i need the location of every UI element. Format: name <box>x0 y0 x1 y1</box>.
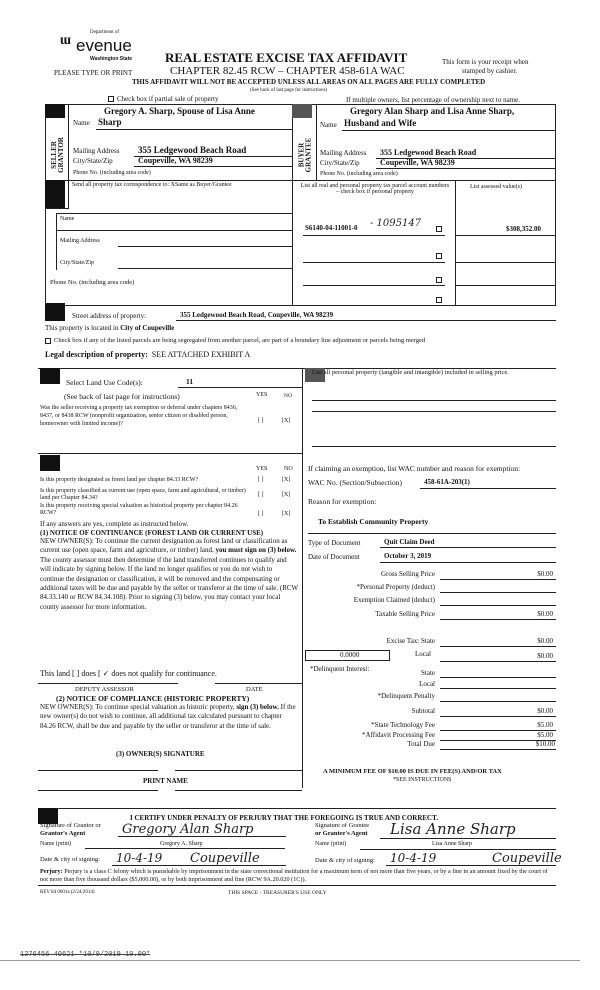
receipt-note-1: This form is your receipt when <box>442 58 529 66</box>
grantee-date[interactable]: 10-4-19 <box>390 851 437 865</box>
tax-row-value[interactable]: $0.00 <box>537 610 553 618</box>
notice1-title: (1) NOTICE OF CONTINUANCE (FOREST LAND OR CURRENT USE) <box>40 529 264 537</box>
tax-row-value[interactable]: $0.00 <box>537 570 553 578</box>
processing-fee-label: *Affidavit Processing Fee <box>362 731 435 739</box>
reason-label: Reason for exemption: <box>308 497 377 506</box>
total-due-label: Total Due <box>407 740 435 748</box>
excise-state-label: Excise Tax: State <box>386 637 435 645</box>
doc-type-label: Type of Document <box>308 539 361 547</box>
assessed-header: List assessed value(s) <box>470 184 522 190</box>
di-state-label: State <box>421 669 435 677</box>
seller-mailing-field[interactable]: 355 Ledgewood Beach Road <box>138 145 247 155</box>
forest-q1-yes[interactable]: [ ] <box>258 477 264 483</box>
forest-q3-no[interactable]: [X] <box>282 511 291 517</box>
notice1-text: NEW OWNER(S): To continue the current designation as forest land or classification as current use (open space, farm and agriculture, or timber) land, you must sign on (3) below. The county assessor must then determine if the land transferred continues to qualify and will indicate by signing below. If the land no longer qualifies or you do not wish to continue the designation or classification, it will be removed and the compensating or additional taxes will be due and payable by the seller or transferor at the time of sale. (RCW 84.33.140 or RCW 84.34.108). Prior to signing (3) below, you may contact your local county assessor for more information. <box>40 537 299 611</box>
grantee-city[interactable]: Coupeville <box>492 851 562 866</box>
forest-question-2: Is this property classified as current use (open space, farm and agricultural, or timber) land per Chapter 84.34? <box>40 488 246 501</box>
penalty-label: *Delinquent Penalty <box>377 692 435 700</box>
grantee-date-label: Date & city of signing: <box>315 857 375 864</box>
land-use-code-field[interactable]: 11 <box>186 377 194 386</box>
land-use-instructions: (See back of last page for instructions) <box>64 392 180 401</box>
segregated-checkbox[interactable]: Check box if any of the listed parcels are being segregated from another parcel, are part of a boundary line adjustment or parcels being merged <box>45 337 425 344</box>
wac-label: WAC No. (Section/Subsection) <box>308 478 402 487</box>
seller-name-line1: Gregory A. Sharp, Spouse of Lisa Anne <box>104 106 255 116</box>
subtotal-label: Subtotal <box>411 707 435 715</box>
partial-sale-checkbox[interactable] <box>108 95 218 103</box>
buyer-city-field[interactable]: Coupeville, WA 98239 <box>380 158 455 167</box>
logo-swoosh-icon: ᵚ <box>60 30 71 55</box>
partial-sale-label: Check box if partial sale of property <box>117 95 219 103</box>
seller-mailing-label: Mailing Address <box>73 147 120 155</box>
buyer-mailing-field[interactable]: 355 Ledgewood Beach Road <box>380 148 477 157</box>
correspondence-label: Send all property tax correspondence to: XSame as Buyer/Grantee <box>72 182 232 188</box>
seller-name-label: Name <box>73 119 90 127</box>
tax-row-label: Exemption Claimed (deduct) <box>353 596 435 604</box>
warning-text: THIS AFFIDAVIT WILL NOT BE ACCEPTED UNLESS ALL AREAS ON ALL PAGES ARE FULLY COMPLETED <box>132 78 486 86</box>
parties-box <box>45 104 556 306</box>
doc-type-field[interactable]: Quit Claim Deed <box>384 538 435 546</box>
wac-field[interactable]: 458-61A-203(1) <box>424 478 470 486</box>
certify-statement: I CERTIFY UNDER PENALTY OF PERJURY THAT THE FOREGOING IS TRUE AND CORRECT. <box>130 814 439 822</box>
buyer-name-label: Name <box>320 121 337 129</box>
parcel-header: List all real and personal property tax parcel account numbers – check box if personal property <box>300 183 450 195</box>
local-label: Local <box>415 650 431 658</box>
form-title: REAL ESTATE EXCISE TAX AFFIDAVIT <box>165 50 408 65</box>
no-header: NO <box>284 393 292 399</box>
seller-name-field[interactable]: Sharp <box>98 117 122 127</box>
land-use-label: Select Land Use Code(s): <box>66 378 143 387</box>
excise-state-value[interactable]: $0.00 <box>537 637 553 645</box>
grantor-city[interactable]: Coupeville <box>190 851 260 866</box>
corr-name-label: Name <box>60 216 75 222</box>
forest-no-header: NO <box>284 466 293 472</box>
forest-yes-header: YES <box>256 466 268 472</box>
forest-q2-no[interactable]: [X] <box>282 492 291 498</box>
street-label: Street address of property: <box>72 312 147 320</box>
receipt-note-2: stamped by cashier. <box>462 67 518 75</box>
doc-date-field[interactable]: October 3, 2019 <box>384 552 432 560</box>
seller-side-label: SELLER GRANTOR <box>49 137 65 173</box>
forest-q3-yes[interactable]: [ ] <box>258 511 264 517</box>
corr-phone-label: Phone No. (including area code) <box>50 279 135 286</box>
see-instructions: *SEE INSTRUCTIONS <box>393 777 452 783</box>
forest-q1-no[interactable]: [X] <box>282 477 291 483</box>
if-yes-text: If any answers are yes, complete as instructed below. <box>40 520 189 528</box>
di-local-label: Local <box>419 680 435 688</box>
parcel-personal-checkbox-4[interactable] <box>436 297 442 303</box>
tax-row-label: Taxable Selling Price <box>375 610 435 618</box>
parcel-personal-checkbox-2[interactable] <box>436 253 442 259</box>
date-label: DATE <box>246 686 263 693</box>
tax-row-label: Gross Selling Price <box>380 570 435 578</box>
see-back: (See back of last page for instructions) <box>250 88 328 93</box>
please-type: PLEASE TYPE OR PRINT <box>54 69 133 77</box>
located-text: This property is located in City of Coupeville <box>45 324 175 332</box>
logo-dept: Department of <box>90 30 120 35</box>
forest-question-1: Is this property designated as forest land per chapter 84.33 RCW? <box>40 477 199 483</box>
parcel-personal-checkbox-3[interactable] <box>436 277 442 283</box>
forest-question-3: Is this property receiving special valuation as historical property per chapter 84.26 RCW? <box>40 503 238 516</box>
reason-field[interactable]: To Establish Community Property <box>318 517 429 526</box>
buyer-side-label: BUYER GRANTEE <box>297 137 313 173</box>
exemption-question: Was the seller receiving a property tax exemption or deferral under chapters 8436, 8437, or 8438 RCW (nonprofit organization, senior citizen or disabled person, homeowner with limited income)? <box>40 405 238 427</box>
tech-fee-value: $5.00 <box>537 721 553 729</box>
parcel-personal-checkbox-1[interactable] <box>436 226 442 232</box>
continuance-text[interactable]: This land [ ] does [ ✓ does not qualify for continuance. <box>40 669 217 678</box>
form-subtitle: CHAPTER 82.45 RCW – CHAPTER 458-61A WAC <box>170 65 405 77</box>
buyer-name-field[interactable]: Husband and Wife <box>344 118 417 128</box>
seller-phone-label: Phone No. (including area code) <box>73 170 151 176</box>
personal-property-label: List all personal property (tangible and intangible) included in selling price. <box>312 369 509 376</box>
grantee-name-print[interactable]: Lisa Anne Sharp <box>432 841 472 847</box>
buyer-phone-label: Phone No. (including area code) <box>320 171 398 177</box>
minimum-fee-note: A MINIMUM FEE OF $10.00 IS DUE IN FEE(S) AND/OR TAX <box>323 768 502 775</box>
grantor-sig-label: Signature of Grantor or Grantor's Agent <box>40 822 101 837</box>
parcel-value[interactable]: $308,352.00 <box>506 225 541 233</box>
treasurer-stamp: 1276456 40621 *10/9/2019 10.00* <box>20 951 151 959</box>
grantee-signature[interactable]: Lisa Anne Sharp <box>390 820 516 838</box>
notice2-title: (2) NOTICE OF COMPLIANCE (HISTORIC PROPERTY) <box>56 694 250 703</box>
dor-logo <box>58 28 138 66</box>
street-field[interactable]: 355 Ledgewood Beach Road, Coupeville, WA 98239 <box>180 311 334 319</box>
grantor-date[interactable]: 10-4-19 <box>116 851 163 865</box>
grantor-date-label: Date & city of signing: <box>40 856 100 863</box>
parcel-handwritten: - 1095147 <box>370 218 422 229</box>
corr-city-label: City/State/Zip <box>60 260 94 266</box>
processing-fee-value: $5.00 <box>537 731 553 739</box>
buyer-mailing-label: Mailing Address <box>320 149 367 157</box>
grantor-name-print[interactable]: Gregory A. Sharp <box>160 841 203 847</box>
tax-row-label: *Personal Property (deduct) <box>356 583 435 591</box>
grantee-name-label: Name (print) <box>315 841 347 847</box>
tech-fee-label: *State Technology Fee <box>371 721 435 729</box>
buyer-name-line1: Gregory Alan Sharp and Lisa Anne Sharp, <box>350 106 515 116</box>
seller-city-label: City/State/Zip <box>73 157 113 165</box>
excise-local-value[interactable]: $0.00 <box>537 652 553 660</box>
owner-signature-label: (3) OWNER(S) SIGNATURE <box>116 750 205 758</box>
forest-q2-yes[interactable]: [ ] <box>258 492 264 498</box>
multiple-owners-note: If multiple owners, list percentage of ownership next to name. <box>346 96 520 104</box>
notice2-text: NEW OWNER(S): To continue special valuation as historic property, sign (3) below. If the new owner(s) do not wish to continue, all additional tax calculated pursuant to chapter 84.26 RCW, shall be due and payable by the seller or transferor at the time of sale. <box>40 703 296 730</box>
subtotal-value: $0.00 <box>537 707 553 715</box>
yes-header: YES <box>256 392 268 398</box>
exemption-yes[interactable]: [ ] <box>258 418 264 424</box>
legal-description: Legal description of property: SEE ATTACHED EXHIBIT A <box>45 350 251 359</box>
total-due-value: $10.00 <box>535 740 555 748</box>
grantor-name-label: Name (print) <box>40 841 72 847</box>
tax-rate[interactable]: 0.0000 <box>340 651 360 659</box>
seller-city-field[interactable]: Coupeville, WA 98239 <box>138 156 213 165</box>
treasurer-use: THIS SPACE - TREASURER'S USE ONLY <box>228 890 327 896</box>
deputy-assessor-label: DEPUTY ASSESSOR <box>75 686 134 693</box>
grantee-sig-label: Signature of Grantee or Grantee's Agent <box>315 822 370 837</box>
print-name-label: PRINT NAME <box>143 777 188 785</box>
delinquent-interest-label: *Delinquent Interest: <box>310 665 370 673</box>
exemption-no[interactable]: [X] <box>282 418 291 424</box>
doc-date-label: Date of Document <box>308 553 360 561</box>
buyer-city-label: City/State/Zip <box>320 159 360 167</box>
grantor-signature[interactable]: Gregory Alan Sharp <box>122 822 254 837</box>
perjury-text: Perjury: Perjury is a class C felony which is punishable by imprisonment in the state correctional institution for a maximum term of not more than five years, or by a fine in an amount fixed by the court of not more than five thousand dollars ($5,000.00), or by both imprisonment and fine (RCW 9A.20.020 (1C)). <box>40 868 548 883</box>
corr-mailing-label: Mailing Address <box>60 238 100 244</box>
exemption-label: If claiming an exemption, list WAC number and reason for exemption: <box>308 464 521 473</box>
logo-state: Washington State <box>90 56 133 62</box>
revision-number: REV 84 0001a (2/24/2014) <box>40 890 95 895</box>
logo-name: evenue <box>76 36 132 55</box>
parcel-number[interactable]: S6140-04-11001-0 <box>305 224 358 232</box>
